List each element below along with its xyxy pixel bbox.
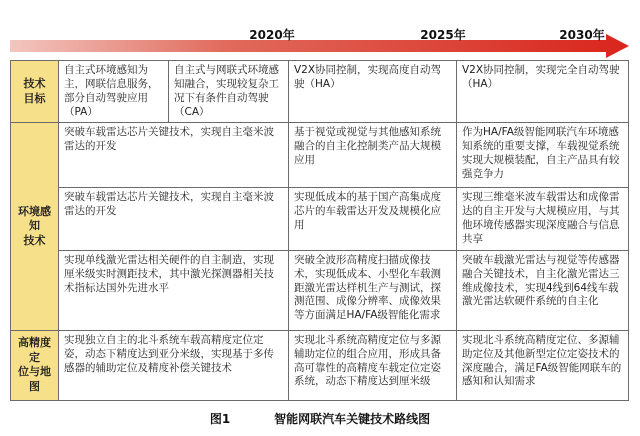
timeline-arrow	[10, 26, 630, 58]
table-row-vision	[11, 123, 629, 188]
positioning-cell-early: 实现独立自主的北斗系统车载高精度定位定姿，动态下精度达到亚分米级，实现基于多传感器的辅助定位及精度补偿关键技术	[59, 330, 289, 400]
roadmap-table	[10, 60, 629, 401]
radar-cell-mid: 实现低成本的基于国产高集成度芯片的车载雷达开发及规模化应用	[289, 188, 457, 250]
lidar-cell-mid: 突破全波形高精度扫描成像技术，实现低成本、小型化车载测距激光雷达样机生产与测试，探测范围、成像分辨率、成像效果等方面满足HA/FA级智能化需求	[289, 250, 457, 330]
vision-cell-early: 突破车载雷达芯片关键技术，实现自主毫米波雷达的开发	[59, 123, 289, 188]
radar-cell-late: 实现三维毫米波车载雷达和成像雷达的自主开发与大规模应用，与其他环境传感器实现深度融合与信息共享	[457, 188, 629, 250]
figure-caption	[0, 410, 640, 427]
table-row-lidar	[11, 250, 629, 330]
table-row-positioning	[11, 330, 629, 400]
positioning-cell-mid: 实现北斗系统高精度定位与多源辅助定位的组合应用，形成具备高可靠性的高精度车载定位定姿系统，动态下精度达到厘米级	[289, 330, 457, 400]
positioning-cell-late: 实现北斗系统高精度定位、多源辅助定位及其他新型定位定姿技术的深度融合，满足FA级智能网联车的感知和认知需求	[457, 330, 629, 400]
timeline	[10, 26, 630, 58]
table-row-radar	[11, 188, 629, 250]
year-2025: 2025年	[420, 28, 466, 42]
row-header-positioning: 高精度定 位与地图	[11, 330, 59, 400]
radar-cell-early: 突破车载雷达芯片关键技术，实现自主毫米波雷达的开发	[59, 188, 289, 250]
lidar-cell-late: 突破车载激光雷达与视觉等传感器融合关键技术，自主化激光雷达三维成像技术，实现4线到64线车载激光雷达软硬件系统的自主化	[457, 250, 629, 330]
figure-number: 图1	[209, 412, 231, 426]
table-row-goals	[11, 61, 629, 123]
figure-title: 智能网联汽车关键技术路线图	[274, 412, 431, 426]
row-header-perception: 环境感知 技术	[11, 123, 59, 330]
vision-cell-late: 作为HA/FA级智能网联汽车环境感知系统的重要支撑，车载视觉系统实现大规模装配，自主产品具有较强竞争力	[457, 123, 629, 188]
goal-cell-ca: 自主式与网联式环境感知融合，实现较复杂工况下有条件自动驾驶（CA）	[169, 61, 289, 123]
goal-cell-ha: V2X协同控制，实现高度自动驾驶（HA）	[289, 61, 457, 123]
lidar-cell-early: 实现单线激光雷达相关硬件的自主制造，实现厘米级实时测距技术，其中激光探测器相关技术指标达国外先进水平	[59, 250, 289, 330]
row-header-goals: 技术 目标	[11, 61, 59, 123]
vision-cell-mid: 基于视觉或视觉与其他感知系统融合的自主化控制类产品大规模应用	[289, 123, 457, 188]
goal-cell-fa: V2X协同控制，实现完全自动驾驶（HA）	[457, 61, 629, 123]
year-2030: 2030年	[559, 28, 605, 42]
goal-cell-pa: 自主式环境感知为主，网联信息服务，部分自动驾驶应用（PA）	[59, 61, 169, 123]
year-2020: 2020年	[249, 28, 295, 42]
